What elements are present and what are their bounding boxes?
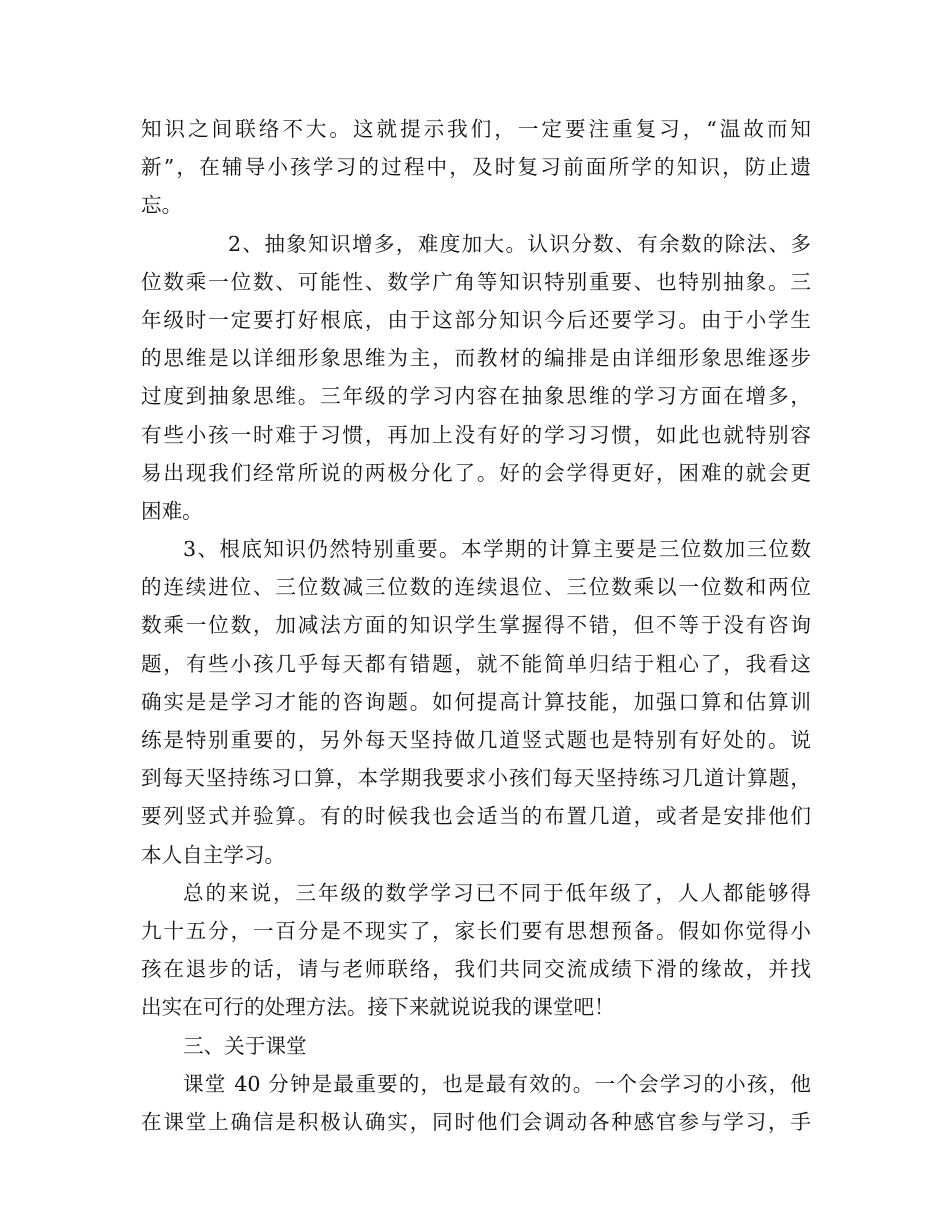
- text-line: 知识之间联络不大。这就提示我们，一定要注重复习，“温故而知: [141, 117, 811, 141]
- text-line: 年级时一定要打好根底，由于这部分知识今后还要学习。由于小学生: [141, 307, 811, 332]
- text-line: 练是特别重要的，另外每天坚持做几道竖式题也是特别有好处的。说: [141, 728, 811, 752]
- body-text: [141, 110, 811, 1141]
- text-line: 过度到抽象思维。三年级的学习内容在抽象思维的学习方面在增多，: [141, 384, 811, 409]
- text-line: 确实是是学习才能的咨询题。如何提高计算技能，加强口算和估算训: [141, 689, 811, 714]
- text-line: 出实在可行的处理方法。接下来就说说我的课堂吧！: [141, 995, 615, 1020]
- text-line: 数乘一位数，加减法方面的知识学生掌握得不错，但不等于没有咨询: [141, 613, 811, 638]
- text-line: 孩在退步的话，请与老师联络，我们共同交流成绩下滑的缘故，并找: [141, 957, 811, 982]
- text-line: 到每天坚持练习口算，本学期我要求小孩们每天坚持练习几道计算题，: [141, 766, 811, 791]
- text-line: 位数乘一位数、可能性、数学广角等知识特别重要、也特别抽象。三: [141, 269, 811, 294]
- text-line: 易出现我们经常所说的两极分化了。好的会学得更好，困难的就会更: [141, 460, 811, 485]
- text-line: 的思维是以详细形象思维为主，而教材的编排是由详细形象思维逐步: [141, 346, 811, 371]
- text-line: 题，有些小孩几乎每天都有错题，就不能简单归结于粗心了，我看这: [141, 651, 811, 676]
- text-line: 九十五分，一百分是不现实了，家长们要有思想预备。假如你觉得小: [141, 918, 811, 943]
- text-line: 忘。: [141, 193, 183, 218]
- text-line: 要列竖式并验算。有的时候我也会适当的布置几道，或者是安排他们: [141, 804, 811, 829]
- text-line: 困难。: [141, 498, 203, 523]
- text-line: 本人自主学习。: [141, 842, 286, 867]
- text-line: 有些小孩一时难于习惯，再加上没有好的学习习惯，如此也就特别容: [141, 422, 811, 447]
- paragraph-start: 总的来说，三年级的数学学习已不同于低年级了，人人都能够得: [183, 880, 811, 905]
- paragraph-start: 课堂 40 分钟是最重要的，也是最有效的。一个会学习的小孩，他: [183, 1071, 811, 1096]
- numbered-paragraph-start: 2、抽象知识增多，难度加大。认识分数、有余数的除法、多: [228, 231, 811, 256]
- section-heading: 三、关于课堂: [183, 1033, 307, 1058]
- text-line: 的连续进位、三位数减三位数的连续退位、三位数乘以一位数和两位: [141, 575, 811, 600]
- text-line: 新”，在辅导小孩学习的过程中，及时复习前面所学的知识，防止遗: [141, 155, 811, 180]
- numbered-paragraph-start: 3、根底知识仍然特别重要。本学期的计算主要是三位数加三位数: [183, 537, 811, 562]
- text-line: 在课堂上确信是积极认确实，同时他们会调动各种感官参与学习，手: [141, 1109, 811, 1134]
